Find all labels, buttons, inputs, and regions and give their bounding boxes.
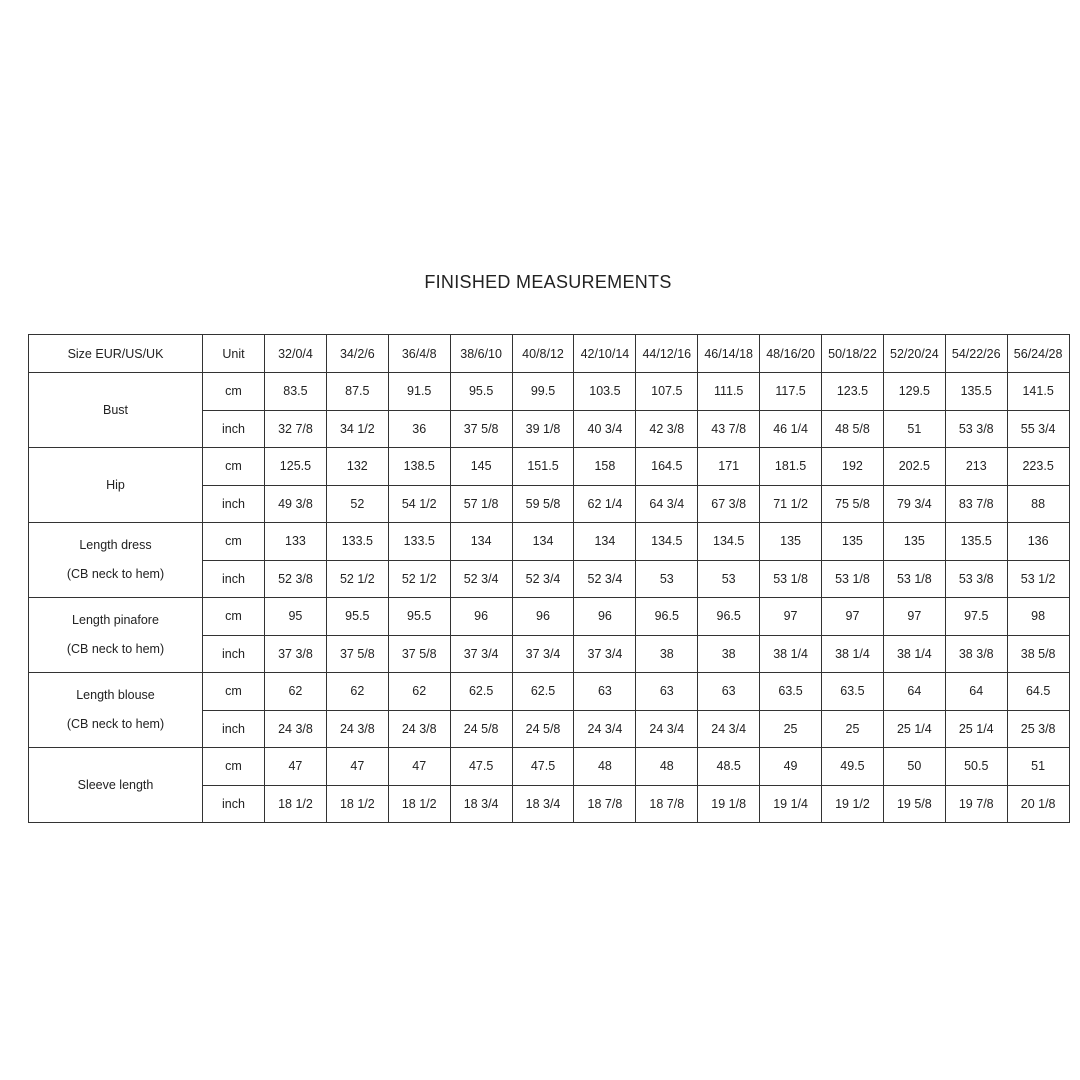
value-cell: 32 7/8 — [265, 410, 327, 448]
value-cell: 62 — [388, 673, 450, 711]
value-cell: 64 — [883, 673, 945, 711]
measurement-sublabel: (CB neck to hem) — [66, 717, 165, 731]
value-cell: 62 — [265, 673, 327, 711]
value-cell: 53 — [698, 560, 760, 598]
value-cell: 52 3/8 — [265, 560, 327, 598]
value-cell: 158 — [574, 448, 636, 486]
value-cell: 48 — [636, 748, 698, 786]
measurement-label — [29, 523, 203, 598]
value-cell: 62.5 — [450, 673, 512, 711]
size-header-cell: 46/14/18 — [698, 335, 760, 373]
measurement-name: Length pinafore — [72, 613, 159, 627]
value-cell: 135 — [822, 523, 884, 561]
value-cell: 48 — [574, 748, 636, 786]
value-cell: 34 1/2 — [326, 410, 388, 448]
value-cell: 24 5/8 — [450, 710, 512, 748]
size-header-cell: 32/0/4 — [265, 335, 327, 373]
value-cell: 19 1/8 — [698, 785, 760, 823]
value-cell: 71 1/2 — [760, 485, 822, 523]
value-cell: 18 1/2 — [326, 785, 388, 823]
unit-cell: cm — [203, 598, 265, 636]
value-cell: 96 — [450, 598, 512, 636]
unit-cell: cm — [203, 373, 265, 411]
value-cell: 99.5 — [512, 373, 574, 411]
value-cell: 91.5 — [388, 373, 450, 411]
value-cell: 136 — [1007, 523, 1069, 561]
value-cell: 37 3/4 — [512, 635, 574, 673]
unit-cell: inch — [203, 485, 265, 523]
size-header-cell: 52/20/24 — [883, 335, 945, 373]
value-cell: 63 — [574, 673, 636, 711]
size-header-cell: 50/18/22 — [822, 335, 884, 373]
value-cell: 192 — [822, 448, 884, 486]
value-cell: 48.5 — [698, 748, 760, 786]
size-header-cell: 54/22/26 — [945, 335, 1007, 373]
value-cell: 134 — [574, 523, 636, 561]
value-cell: 95.5 — [388, 598, 450, 636]
value-cell: 87.5 — [326, 373, 388, 411]
value-cell: 24 3/4 — [574, 710, 636, 748]
value-cell: 47.5 — [512, 748, 574, 786]
value-cell: 202.5 — [883, 448, 945, 486]
value-cell: 25 1/4 — [883, 710, 945, 748]
value-cell: 37 3/4 — [574, 635, 636, 673]
value-cell: 125.5 — [265, 448, 327, 486]
value-cell: 83 7/8 — [945, 485, 1007, 523]
value-cell: 19 1/4 — [760, 785, 822, 823]
value-cell: 47.5 — [450, 748, 512, 786]
value-cell: 171 — [698, 448, 760, 486]
value-cell: 18 7/8 — [636, 785, 698, 823]
table-row — [29, 448, 1070, 486]
size-header-cell: 56/24/28 — [1007, 335, 1069, 373]
measurement-name: Hip — [106, 477, 125, 492]
value-cell: 57 1/8 — [450, 485, 512, 523]
value-cell: 133.5 — [388, 523, 450, 561]
value-cell: 96.5 — [636, 598, 698, 636]
value-cell: 96 — [574, 598, 636, 636]
value-cell: 53 1/8 — [822, 560, 884, 598]
value-cell: 37 5/8 — [326, 635, 388, 673]
size-header-cell: 36/4/8 — [388, 335, 450, 373]
value-cell: 96 — [512, 598, 574, 636]
value-cell: 53 3/8 — [945, 410, 1007, 448]
unit-cell: cm — [203, 448, 265, 486]
value-cell: 95.5 — [326, 598, 388, 636]
measurement-name: Bust — [102, 402, 128, 417]
value-cell: 63.5 — [760, 673, 822, 711]
value-cell: 24 5/8 — [512, 710, 574, 748]
value-cell: 62.5 — [512, 673, 574, 711]
value-cell: 39 1/8 — [512, 410, 574, 448]
value-cell: 151.5 — [512, 448, 574, 486]
table-row — [29, 673, 1070, 711]
value-cell: 24 3/8 — [326, 710, 388, 748]
value-cell: 141.5 — [1007, 373, 1069, 411]
value-cell: 55 3/4 — [1007, 410, 1069, 448]
table-row — [29, 598, 1070, 636]
value-cell: 135.5 — [945, 523, 1007, 561]
table-row — [29, 373, 1070, 411]
value-cell: 46 1/4 — [760, 410, 822, 448]
measurement-name: Length blouse — [76, 688, 155, 702]
value-cell: 133.5 — [326, 523, 388, 561]
value-cell: 133 — [265, 523, 327, 561]
value-cell: 75 5/8 — [822, 485, 884, 523]
value-cell: 24 3/8 — [265, 710, 327, 748]
value-cell: 107.5 — [636, 373, 698, 411]
value-cell: 62 1/4 — [574, 485, 636, 523]
value-cell: 52 1/2 — [388, 560, 450, 598]
page-title: FINISHED MEASUREMENTS — [424, 272, 672, 292]
value-cell: 95.5 — [450, 373, 512, 411]
value-cell: 135 — [760, 523, 822, 561]
value-cell: 52 3/4 — [574, 560, 636, 598]
value-cell: 95 — [265, 598, 327, 636]
value-cell: 64.5 — [1007, 673, 1069, 711]
value-cell: 37 5/8 — [450, 410, 512, 448]
measurement-label — [29, 673, 203, 748]
size-header: Size EUR/US/UK — [29, 335, 203, 373]
measurements-table — [28, 334, 1070, 823]
value-cell: 98 — [1007, 598, 1069, 636]
value-cell: 38 1/4 — [822, 635, 884, 673]
value-cell: 37 5/8 — [388, 635, 450, 673]
value-cell: 79 3/4 — [883, 485, 945, 523]
value-cell: 38 — [698, 635, 760, 673]
value-cell: 49.5 — [822, 748, 884, 786]
value-cell: 67 3/8 — [698, 485, 760, 523]
table-body — [29, 373, 1070, 823]
value-cell: 129.5 — [883, 373, 945, 411]
value-cell: 134 — [512, 523, 574, 561]
value-cell: 117.5 — [760, 373, 822, 411]
size-header-cell: 34/2/6 — [326, 335, 388, 373]
value-cell: 52 3/4 — [450, 560, 512, 598]
value-cell: 83.5 — [265, 373, 327, 411]
value-cell: 145 — [450, 448, 512, 486]
value-cell: 52 1/2 — [326, 560, 388, 598]
value-cell: 49 3/8 — [265, 485, 327, 523]
value-cell: 47 — [326, 748, 388, 786]
value-cell: 19 7/8 — [945, 785, 1007, 823]
value-cell: 43 7/8 — [698, 410, 760, 448]
value-cell: 49 — [760, 748, 822, 786]
unit-cell: cm — [203, 673, 265, 711]
value-cell: 53 — [636, 560, 698, 598]
value-cell: 38 5/8 — [1007, 635, 1069, 673]
value-cell: 51 — [883, 410, 945, 448]
unit-header: Unit — [203, 335, 265, 373]
value-cell: 97 — [822, 598, 884, 636]
value-cell: 63 — [698, 673, 760, 711]
size-header-cell: 44/12/16 — [636, 335, 698, 373]
value-cell: 138.5 — [388, 448, 450, 486]
value-cell: 97 — [883, 598, 945, 636]
value-cell: 59 5/8 — [512, 485, 574, 523]
measurement-name: Sleeve length — [77, 777, 154, 792]
size-header-cell: 38/6/10 — [450, 335, 512, 373]
value-cell: 164.5 — [636, 448, 698, 486]
value-cell: 47 — [388, 748, 450, 786]
measurement-name: Length dress — [79, 538, 152, 552]
value-cell: 64 3/4 — [636, 485, 698, 523]
value-cell: 18 1/2 — [265, 785, 327, 823]
value-cell: 213 — [945, 448, 1007, 486]
measurement-label — [29, 373, 203, 448]
value-cell: 134.5 — [636, 523, 698, 561]
value-cell: 40 3/4 — [574, 410, 636, 448]
value-cell: 42 3/8 — [636, 410, 698, 448]
value-cell: 123.5 — [822, 373, 884, 411]
value-cell: 18 3/4 — [450, 785, 512, 823]
value-cell: 25 1/4 — [945, 710, 1007, 748]
value-cell: 25 3/8 — [1007, 710, 1069, 748]
value-cell: 53 1/8 — [760, 560, 822, 598]
value-cell: 103.5 — [574, 373, 636, 411]
value-cell: 53 1/8 — [883, 560, 945, 598]
value-cell: 19 5/8 — [883, 785, 945, 823]
value-cell: 24 3/8 — [388, 710, 450, 748]
value-cell: 64 — [945, 673, 1007, 711]
value-cell: 111.5 — [698, 373, 760, 411]
value-cell: 38 3/8 — [945, 635, 1007, 673]
value-cell: 50 — [883, 748, 945, 786]
value-cell: 19 1/2 — [822, 785, 884, 823]
unit-cell: inch — [203, 635, 265, 673]
value-cell: 18 3/4 — [512, 785, 574, 823]
value-cell: 48 5/8 — [822, 410, 884, 448]
measurement-label — [29, 448, 203, 523]
table-row — [29, 523, 1070, 561]
size-header-cell: 48/16/20 — [760, 335, 822, 373]
value-cell: 25 — [760, 710, 822, 748]
value-cell: 50.5 — [945, 748, 1007, 786]
unit-cell: cm — [203, 523, 265, 561]
value-cell: 63.5 — [822, 673, 884, 711]
value-cell: 62 — [326, 673, 388, 711]
value-cell: 24 3/4 — [636, 710, 698, 748]
value-cell: 38 1/4 — [760, 635, 822, 673]
value-cell: 134.5 — [698, 523, 760, 561]
value-cell: 54 1/2 — [388, 485, 450, 523]
value-cell: 135.5 — [945, 373, 1007, 411]
value-cell: 37 3/4 — [450, 635, 512, 673]
value-cell: 96.5 — [698, 598, 760, 636]
measurement-label — [29, 598, 203, 673]
value-cell: 52 — [326, 485, 388, 523]
measurement-label — [29, 748, 203, 823]
value-cell: 38 — [636, 635, 698, 673]
measurement-sublabel: (CB neck to hem) — [66, 567, 165, 581]
value-cell: 25 — [822, 710, 884, 748]
value-cell: 37 3/8 — [265, 635, 327, 673]
value-cell: 20 1/8 — [1007, 785, 1069, 823]
unit-cell: inch — [203, 785, 265, 823]
unit-cell: cm — [203, 748, 265, 786]
value-cell: 38 1/4 — [883, 635, 945, 673]
value-cell: 18 1/2 — [388, 785, 450, 823]
value-cell: 36 — [388, 410, 450, 448]
unit-cell: inch — [203, 410, 265, 448]
size-header-cell: 42/10/14 — [574, 335, 636, 373]
value-cell: 47 — [265, 748, 327, 786]
size-header-cell: 40/8/12 — [512, 335, 574, 373]
value-cell: 97 — [760, 598, 822, 636]
value-cell: 88 — [1007, 485, 1069, 523]
value-cell: 97.5 — [945, 598, 1007, 636]
unit-cell: inch — [203, 710, 265, 748]
value-cell: 53 3/8 — [945, 560, 1007, 598]
value-cell: 132 — [326, 448, 388, 486]
value-cell: 53 1/2 — [1007, 560, 1069, 598]
measurement-sublabel: (CB neck to hem) — [66, 642, 165, 656]
table-row — [29, 748, 1070, 786]
unit-cell: inch — [203, 560, 265, 598]
value-cell: 223.5 — [1007, 448, 1069, 486]
value-cell: 52 3/4 — [512, 560, 574, 598]
value-cell: 134 — [450, 523, 512, 561]
value-cell: 51 — [1007, 748, 1069, 786]
value-cell: 63 — [636, 673, 698, 711]
value-cell: 135 — [883, 523, 945, 561]
header-row — [29, 335, 1070, 373]
value-cell: 18 7/8 — [574, 785, 636, 823]
value-cell: 181.5 — [760, 448, 822, 486]
value-cell: 24 3/4 — [698, 710, 760, 748]
